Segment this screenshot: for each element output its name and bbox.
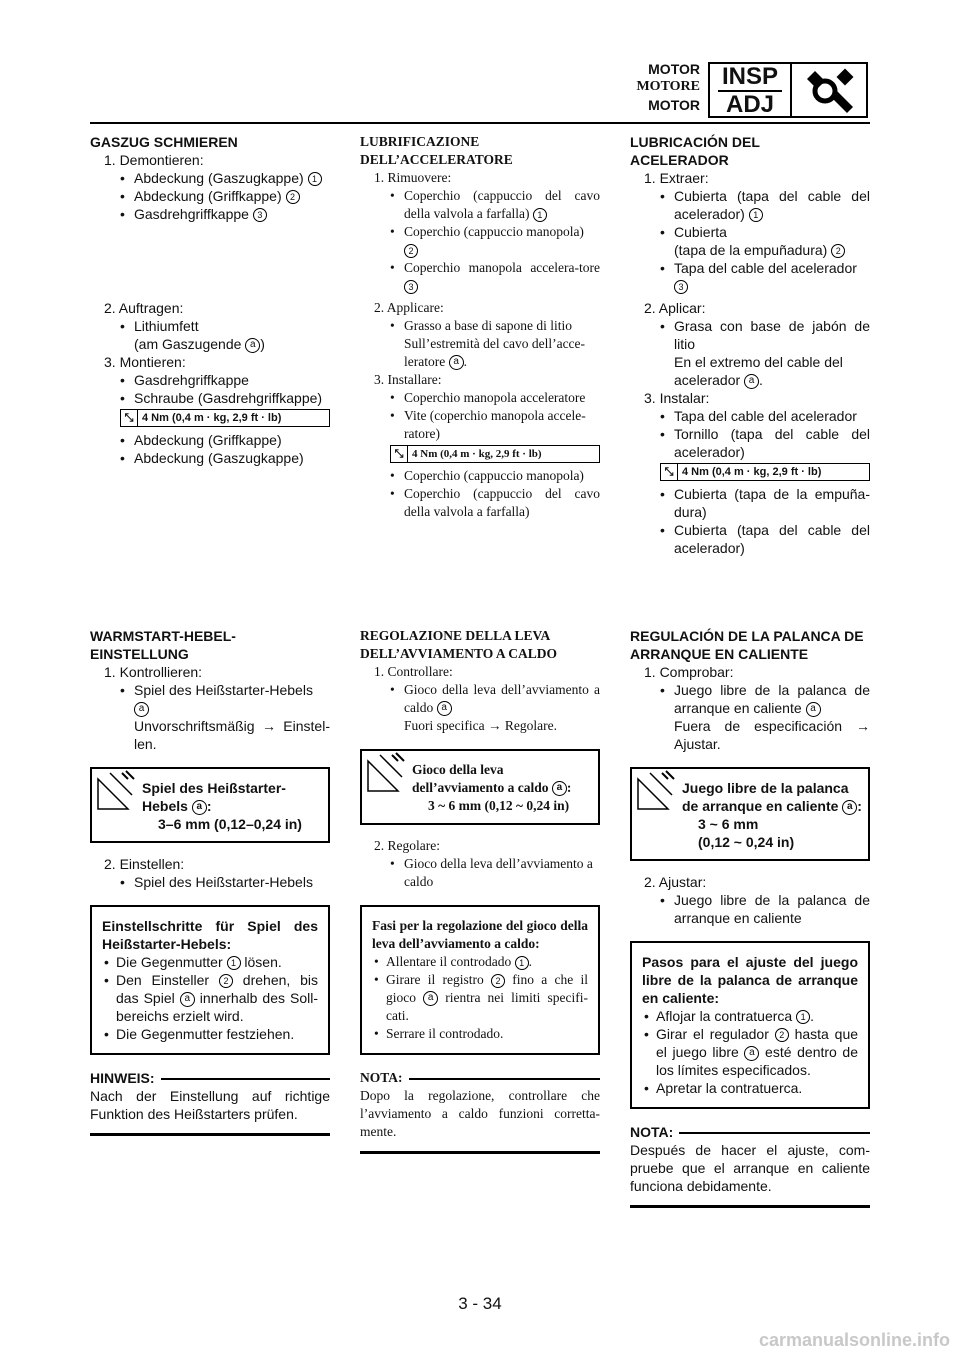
step-it-1: 1. Rimuovere: <box>374 170 452 185</box>
item-es-b7: • Cubierta (tapa de la empuña-dura) <box>630 485 870 521</box>
note-de-header: HINWEIS: <box>90 1069 330 1087</box>
column-de-top <box>90 133 330 223</box>
step-es-1: 1. Extraer: <box>644 170 709 186</box>
item-es-b6: • Tornillo (tapa del cable del acelerador) <box>630 425 870 461</box>
torque-spec-it: ⤡ 4 Nm (0,4 m · kg, 2,9 ft · lb) <box>390 445 600 463</box>
badge-adj: ADJ <box>725 91 774 118</box>
item-es-b2b: (tapa de la empuñadura) 2 <box>630 241 870 259</box>
spec-gauge-icon <box>362 751 408 823</box>
torque-wrench-icon: ⤡ <box>121 410 138 426</box>
heading-es-1: LUBRICACIÓN DEL ACELERADOR <box>630 134 760 168</box>
procedure-es-1: • Aflojar la contratuerca 1 . <box>642 1007 858 1025</box>
insp-adj-badge <box>708 62 792 118</box>
spec-de-value: 3–6 mm (0,12–0,24 in) <box>158 816 302 832</box>
step-de-1: 1. Demontieren: <box>104 152 204 168</box>
item-es-b5: • Tapa del cable del acelerador <box>630 407 870 425</box>
item-de-b6: • Schraube (Gasdrehgriffkappe) <box>90 389 330 407</box>
torque-wrench-icon: ⤡ <box>661 464 678 480</box>
item-it-eb1: • Gioco della leva dell’avviamento a caldo <box>360 855 600 891</box>
item-it-b3: • Coperchio manopola accelera-tore 3 <box>360 259 600 295</box>
step-es-3: 3. Instalar: <box>644 390 710 406</box>
item-de-b2: • Abdeckung (Griffkappe) 2 <box>90 187 330 205</box>
procedure-es-2: • Girar el regulador 2 hasta que el juego libre a esté dentro de los límites especificados. <box>642 1025 858 1079</box>
step-it-k1: 1. Controllare: <box>374 664 453 679</box>
spec-it-value: 3 ~ 6 mm (0,12 ~ 0,24 in) <box>428 798 570 813</box>
section-title-es: MOTOR <box>648 97 700 113</box>
item-de-b4: • Lithiumfett <box>90 317 330 335</box>
wrench-inspection-icon <box>792 62 868 118</box>
spec-es-value-in: (0,12 ~ 0,24 in) <box>698 834 795 850</box>
spec-es-label: Juego libre de la palanca de arranque en caliente a : <box>682 780 862 814</box>
header-rule <box>90 122 870 124</box>
item-it-b1: • Coperchio (cappuccio del cavo della valvola a farfalla) 1 <box>360 187 600 223</box>
badge-insp: INSP <box>718 64 782 92</box>
note-it-header: NOTA: <box>360 1069 600 1087</box>
item-it-b4: • Grasso a base di sapone di litio Sull’estremità del cavo dell’acce-leratore a . <box>360 317 600 371</box>
step-it-e2: 2. Regolare: <box>374 838 440 853</box>
spec-gauge-icon <box>632 769 678 859</box>
item-it-b8: • Coperchio (cappuccio del cavo della valvola a farfalla) <box>360 485 600 521</box>
spec-box-de <box>90 767 330 843</box>
spec-gauge-icon <box>92 769 138 841</box>
column-it-top <box>360 133 600 295</box>
spec-it-label: Gioco della leva dell’avviamento a caldo a : <box>412 762 572 795</box>
column-de-mid <box>90 299 330 467</box>
procedure-de-title: Einstellschritte für Spiel des Heißstarter-Hebels: <box>102 918 318 952</box>
note-it-text: Dopo la regolazione, controllare che l’avviamento a caldo funzioni corretta-mente. <box>360 1088 600 1139</box>
item-it-b7: • Coperchio (cappuccio manopola) <box>360 467 600 485</box>
procedure-box-es <box>630 941 870 1109</box>
procedure-es-3: • Apretar la contratuerca. <box>642 1079 858 1097</box>
heading-it-2: REGOLAZIONE DELLA LEVA DELL’AVVIAMENTO A CALDO <box>360 628 558 661</box>
step-de-e2: 2. Einstellen: <box>104 856 185 872</box>
item-de-kb1c: Unvorschriftsmäßig → Einstel-len. <box>134 718 330 752</box>
note-de-text: Nach der Einstellung auf richtige Funktion des Heißstarters prüfen. <box>90 1088 330 1122</box>
column-es-top <box>630 133 870 295</box>
column-es-bottom <box>630 627 870 1208</box>
spec-de-label: Spiel des Heißstarter-Hebels a : <box>142 780 286 814</box>
procedure-de-1: • Die Gegenmutter 1 lösen. <box>102 953 318 971</box>
item-es-kb1c: Fuera de especificación → Ajustar. <box>674 718 870 752</box>
step-es-k1: 1. Comprobar: <box>644 664 734 680</box>
item-it-b6: • Vite (coperchio manopola accele-ratore) <box>360 407 600 443</box>
section-header <box>610 60 700 114</box>
item-de-kb1: • Spiel des Heißstarter-Hebels a <box>90 681 330 717</box>
item-es-eb1: • Juego libre de la palanca de arranque en caliente <box>630 891 870 927</box>
section-title-it: MOTORE <box>636 79 700 94</box>
heading-es-2: REGULACIÓN DE LA PALANCA DE ARRANQUE EN CALIENTE <box>630 628 864 662</box>
procedure-de-2: • Den Einsteller 2 drehen, bis das Spiel a innerhalb des Soll-bereichs erzielt wird. <box>102 971 318 1025</box>
item-es-b2: • Cubierta <box>630 223 870 241</box>
torque-wrench-icon: ⤡ <box>391 446 408 462</box>
column-de-bottom <box>90 627 330 1136</box>
item-de-b7: • Abdeckung (Griffkappe) <box>90 431 330 449</box>
procedure-it-title: Fasi per la regolazione del gioco della leva dell’avviamento a caldo: <box>372 918 588 951</box>
step-it-2: 2. Applicare: <box>374 300 444 315</box>
step-it-3: 3. Installare: <box>374 372 442 387</box>
item-es-b8: • Cubierta (tapa del cable del acelerador) <box>630 521 870 557</box>
column-it-mid <box>360 299 600 521</box>
procedure-box-it <box>360 905 600 1055</box>
step-de-k1: 1. Kontrollieren: <box>104 664 203 680</box>
procedure-box-de <box>90 905 330 1055</box>
step-de-3: 3. Montieren: <box>104 354 186 370</box>
item-de-b8: • Abdeckung (Gaszugkappe) <box>90 449 330 467</box>
item-de-b5: • Gasdrehgriffkappe <box>90 371 330 389</box>
column-es-mid <box>630 299 870 557</box>
note-es-text: Después de hacer el ajuste, com-pruebe que el arranque en caliente funciona debidamente. <box>630 1142 870 1194</box>
page-number: 3 - 34 <box>458 1294 502 1313</box>
step-es-e2: 2. Ajustar: <box>644 874 707 890</box>
spec-box-it <box>360 749 600 825</box>
item-es-b3: • Tapa del cable del acelerador 3 <box>630 259 870 295</box>
torque-spec-es: ⤡ 4 Nm (0,4 m · kg, 2,9 ft · lb) <box>660 463 870 481</box>
item-es-b1: • Cubierta (tapa del cable del acelerador) 1 <box>630 187 870 223</box>
step-es-2: 2. Aplicar: <box>644 300 706 316</box>
heading-it-1: LUBRIFICAZIONE DELL’ACCELERATORE <box>360 134 513 167</box>
section-title-de: MOTOR <box>648 61 700 77</box>
item-it-kb1c: Fuori specifica → Regolare. <box>404 718 557 733</box>
note-es-header: NOTA: <box>630 1123 870 1141</box>
item-it-b2: • Coperchio (cappuccio manopola) 2 <box>360 223 600 259</box>
item-es-b4: • Grasa con base de jabón de litio <box>630 317 870 353</box>
column-it-bottom <box>360 627 600 1154</box>
procedure-de-3: • Die Gegenmutter festziehen. <box>102 1025 318 1043</box>
item-de-b3: • Gasdrehgriffkappe 3 <box>90 205 330 223</box>
procedure-it-3: • Serrare il controdado. <box>372 1025 588 1043</box>
spec-es-value: 3 ~ 6 mm <box>698 816 759 832</box>
spec-box-es <box>630 767 870 861</box>
step-de-2: 2. Auftragen: <box>104 300 184 316</box>
watermark: carmanualsonline.info <box>758 1330 950 1350</box>
item-it-b5: • Coperchio manopola acceleratore <box>360 389 600 407</box>
procedure-es-title: Pasos para el ajuste del juego libre de la palanca de arranque en caliente: <box>642 954 858 1006</box>
procedure-it-2: • Girare il registro 2 fino a che il gioco a rientra nei limiti specifi-cati. <box>372 971 588 1025</box>
item-it-kb1: • Gioco della leva dell’avviamento a caldo a <box>360 681 600 717</box>
item-de-eb1: • Spiel des Heißstarter-Hebels <box>90 873 330 891</box>
heading-de-1: GASZUG SCHMIEREN <box>90 134 238 150</box>
item-de-b1: • Abdeckung (Gaszugkappe) 1 <box>90 169 330 187</box>
torque-spec-de: ⤡ 4 Nm (0,4 m · kg, 2,9 ft · lb) <box>120 409 330 427</box>
heading-de-2: WARMSTART-HEBEL-EINSTELLUNG <box>90 628 236 662</box>
procedure-it-1: • Allentare il controdado 1 . <box>372 953 588 971</box>
item-de-b4b: (am Gaszugende a ) <box>134 336 265 352</box>
item-es-kb1: • Juego libre de la palanca de arranque en caliente a <box>630 681 870 717</box>
item-es-b4b: En el extremo del cable del acelerador a . <box>674 354 843 388</box>
